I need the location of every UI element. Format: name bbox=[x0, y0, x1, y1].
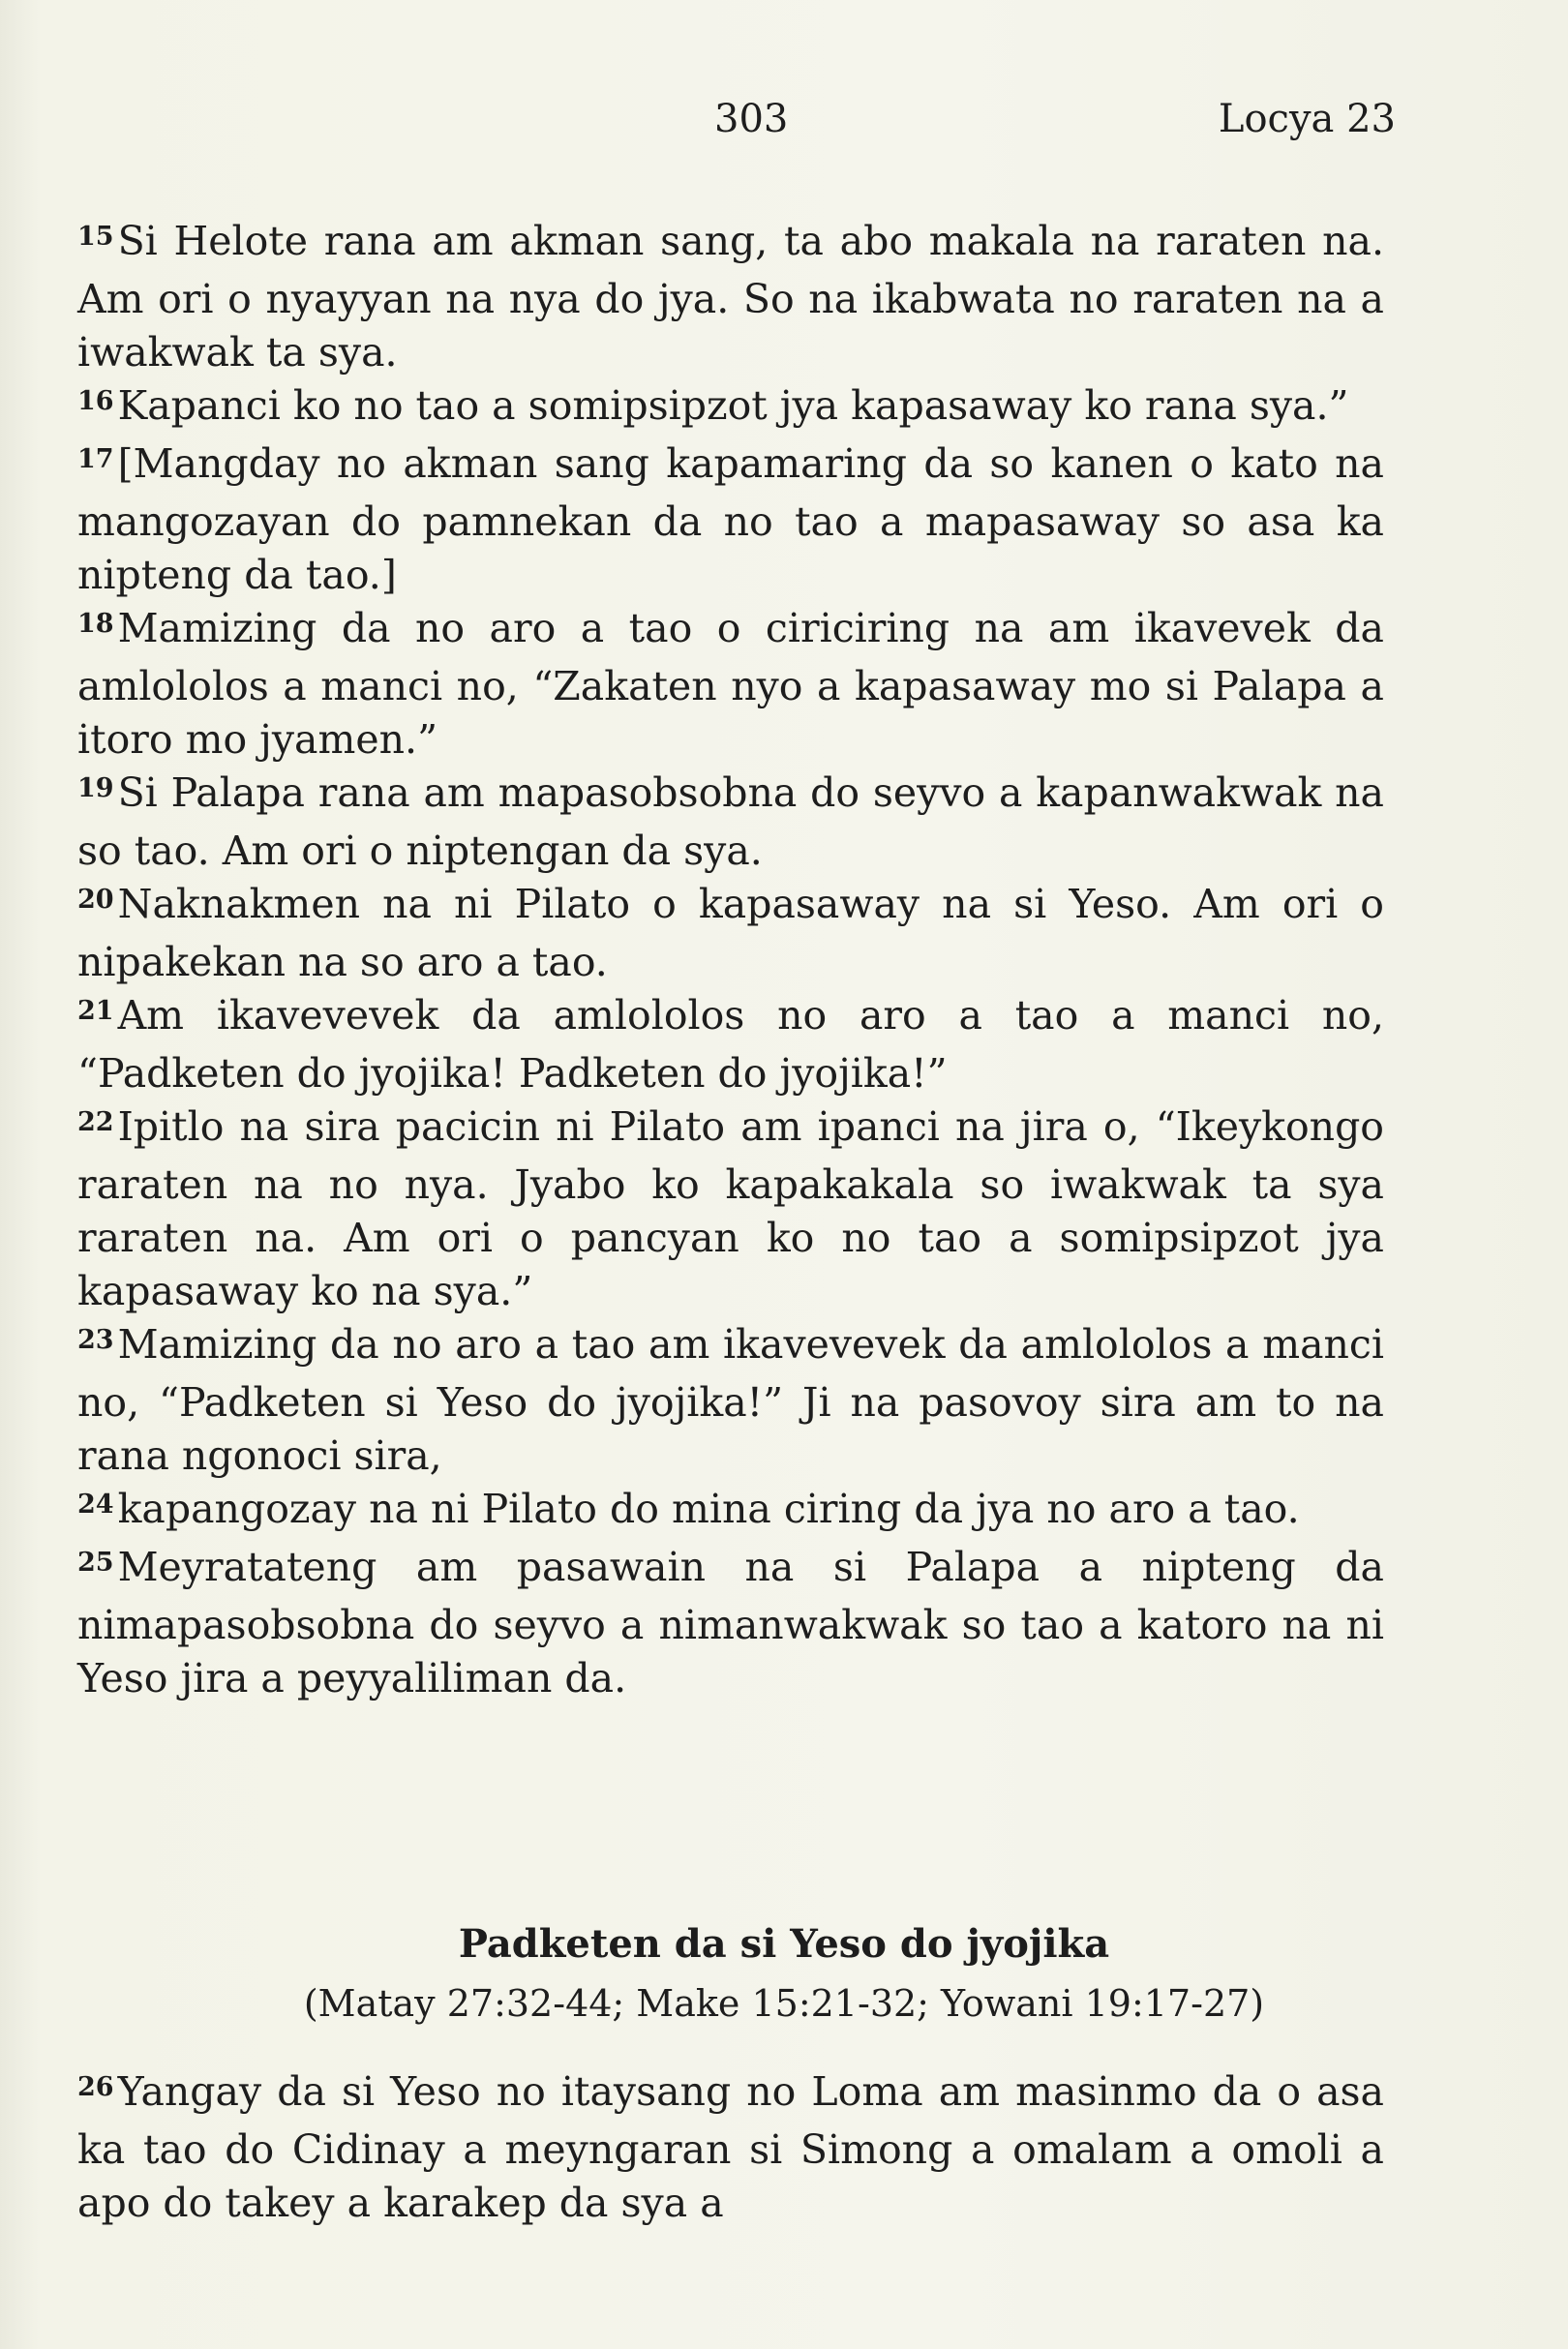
verse-23 bbox=[77, 1318, 1384, 1483]
verse-number: 17 bbox=[77, 444, 114, 474]
verse-number: 16 bbox=[77, 386, 114, 416]
verse-number: 18 bbox=[77, 609, 114, 639]
verse-text: Si Palapa rana am mapasobsobna do seyvo a kapanwakwak na so tao. Am ori o niptengan da sya. bbox=[77, 769, 1384, 874]
verse-text: kapangozay na ni Pilato do mina ciring da jya no aro a tao. bbox=[117, 1486, 1300, 1532]
section-heading: Padketen da si Yeso do jyojika bbox=[458, 1921, 1110, 1967]
verse-text: Mamizing da no aro a tao am ikavevevek da amlololos a manci no, “Padketen si Yeso do jyojika!” Ji na pasovoy sira am to na rana ngonoci sira, bbox=[77, 1321, 1384, 1479]
verse-21 bbox=[77, 989, 1384, 1100]
verse-number: 20 bbox=[77, 885, 114, 915]
verse-text: Meyratateng am pasawain na si Palapa a nipteng da nimapasobsobna do seyvo a nimanwakwak so tao a katoro na ni Yeso jira a peyyaliliman da. bbox=[77, 1544, 1384, 1702]
verse-text: Kapanci ko no tao a somipsipzot jya kapasaway ko rana sya.” bbox=[117, 382, 1349, 429]
verse-number: 21 bbox=[77, 996, 114, 1026]
verse-19 bbox=[77, 767, 1384, 878]
verse-24 bbox=[77, 1483, 1384, 1541]
verse-16 bbox=[77, 379, 1384, 437]
verse-17 bbox=[77, 437, 1384, 602]
verse-number: 23 bbox=[77, 1325, 114, 1355]
verse-number: 15 bbox=[77, 222, 114, 252]
chapter-body bbox=[77, 215, 1384, 1705]
verse-number: 19 bbox=[77, 773, 114, 803]
verse-text: Naknakmen na ni Pilato o kapasaway na si Yeso. Am ori o nipakekan na so aro a tao. bbox=[77, 881, 1384, 985]
verse-25 bbox=[77, 1541, 1384, 1705]
verse-number: 22 bbox=[77, 1107, 114, 1137]
page-number: 303 bbox=[714, 97, 789, 141]
verse-18 bbox=[77, 602, 1384, 767]
verse-20 bbox=[77, 878, 1384, 989]
verse-number: 25 bbox=[77, 1548, 114, 1578]
cross-reference: (Matay 27:32-44; Make 15:21-32; Yowani 19:17-27) bbox=[303, 1982, 1265, 2025]
verse-text: [Mangday no akman sang kapamaring da so kanen o kato na mangozayan do pamnekan da no tao a mapasaway so asa ka nipteng da tao.] bbox=[77, 440, 1384, 598]
verse-number: 24 bbox=[77, 1490, 114, 1520]
verse-22 bbox=[77, 1100, 1384, 1318]
verse-text: Yangay da si Yeso no itaysang no Loma am masinmo da o asa ka tao do Cidinay a meyngaran si Simong a omalam a omoli a apo do takey a karakep da sya a bbox=[77, 2068, 1384, 2226]
verse-15 bbox=[77, 215, 1384, 379]
running-head: Locya 23 bbox=[1218, 97, 1396, 141]
verse-26 bbox=[77, 2065, 1384, 2230]
section-body bbox=[77, 2065, 1384, 2230]
verse-text: Am ikavevevek da amlololos no aro a tao a manci no, “Padketen do jyojika! Padketen do jyojika!” bbox=[77, 992, 1384, 1097]
page-header bbox=[0, 97, 1568, 155]
verse-text: Ipitlo na sira pacicin ni Pilato am ipanci na jira o, “Ikeykongo raraten na no nya. Jyabo ko kapakakala so iwakwak ta sya raraten na. Am ori o pancyan ko no tao a somipsipzot jya kapasaway ko na sya.” bbox=[77, 1103, 1384, 1314]
verse-number: 26 bbox=[77, 2072, 114, 2102]
verse-text: Mamizing da no aro a tao o ciriciring na am ikavevek da amlololos a manci no, “Zakaten nyo a kapasaway mo si Palapa a itoro mo jyamen.” bbox=[77, 605, 1384, 763]
verse-text: Si Helote rana am akman sang, ta abo makala na raraten na. Am ori o nyayyan na nya do jya. So na ikabwata no raraten na a iwakwak ta sya. bbox=[77, 218, 1384, 376]
